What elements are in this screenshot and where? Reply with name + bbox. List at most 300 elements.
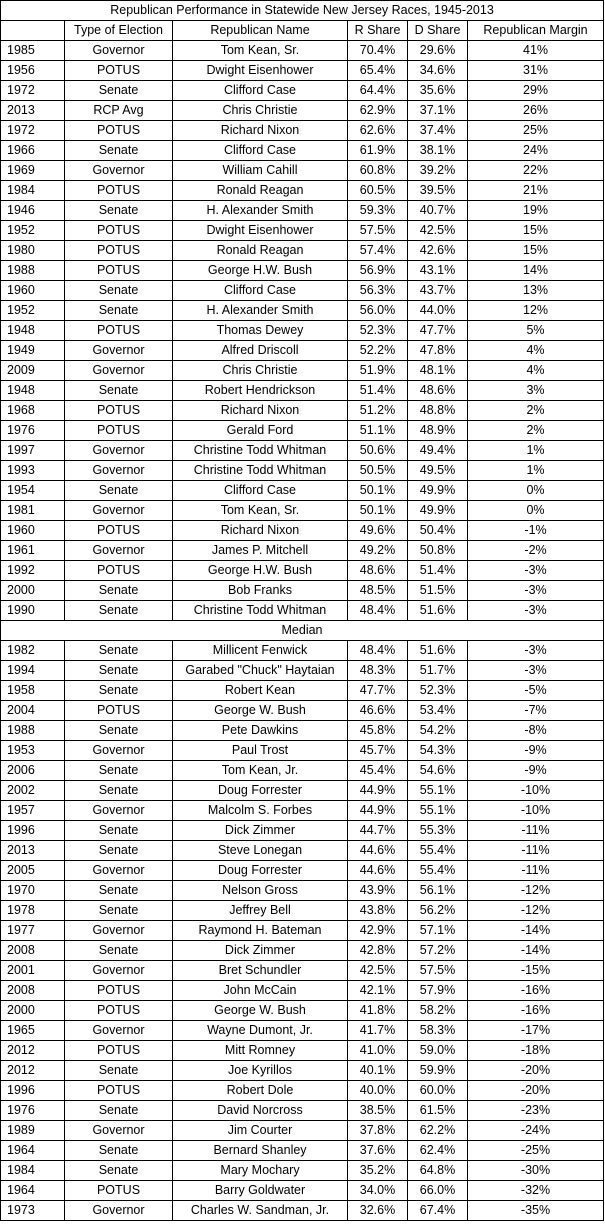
type-cell: Governor	[65, 361, 173, 381]
year-cell: 1988	[1, 721, 65, 741]
r-share-cell: 42.9%	[348, 921, 408, 941]
margin-cell: -11%	[468, 841, 604, 861]
type-cell: POTUS	[65, 181, 173, 201]
type-cell: Governor	[65, 1201, 173, 1221]
d-share-cell: 59.0%	[408, 1041, 468, 1061]
margin-cell: 25%	[468, 121, 604, 141]
table-row	[1, 301, 604, 321]
table-row	[1, 1061, 604, 1081]
table-row	[1, 421, 604, 441]
r-share-cell: 48.3%	[348, 661, 408, 681]
year-cell: 1972	[1, 81, 65, 101]
year-cell: 1961	[1, 541, 65, 561]
margin-cell: 19%	[468, 201, 604, 221]
table-row	[1, 841, 604, 861]
margin-cell: -11%	[468, 861, 604, 881]
r-share-cell: 46.6%	[348, 701, 408, 721]
year-cell: 1966	[1, 141, 65, 161]
name-cell: David Norcross	[173, 1101, 348, 1121]
type-cell: Governor	[65, 961, 173, 981]
name-cell: Gerald Ford	[173, 421, 348, 441]
year-cell: 1964	[1, 1141, 65, 1161]
d-share-cell: 49.9%	[408, 481, 468, 501]
table-row	[1, 361, 604, 381]
d-share-cell: 52.3%	[408, 681, 468, 701]
year-cell: 1989	[1, 1121, 65, 1141]
year-cell: 1957	[1, 801, 65, 821]
r-share-cell: 50.1%	[348, 501, 408, 521]
name-cell: Tom Kean, Sr.	[173, 501, 348, 521]
type-cell: Governor	[65, 921, 173, 941]
year-cell: 2000	[1, 581, 65, 601]
type-cell: Governor	[65, 441, 173, 461]
type-cell: POTUS	[65, 1181, 173, 1201]
margin-cell: -3%	[468, 601, 604, 621]
table-row	[1, 1101, 604, 1121]
margin-cell: -9%	[468, 761, 604, 781]
type-cell: Senate	[65, 381, 173, 401]
margin-cell: -35%	[468, 1201, 604, 1221]
year-cell: 1948	[1, 321, 65, 341]
year-cell: 2012	[1, 1061, 65, 1081]
margin-cell: -17%	[468, 1021, 604, 1041]
table-row	[1, 101, 604, 121]
name-cell: Bret Schundler	[173, 961, 348, 981]
table-row	[1, 1081, 604, 1101]
table-row	[1, 941, 604, 961]
type-cell: Governor	[65, 341, 173, 361]
margin-cell: 2%	[468, 401, 604, 421]
name-cell: Wayne Dumont, Jr.	[173, 1021, 348, 1041]
type-cell: Senate	[65, 281, 173, 301]
table-row	[1, 881, 604, 901]
d-share-cell: 59.9%	[408, 1061, 468, 1081]
table-row	[1, 1201, 604, 1221]
r-share-cell: 62.6%	[348, 121, 408, 141]
margin-cell: 1%	[468, 441, 604, 461]
d-share-cell: 54.2%	[408, 721, 468, 741]
margin-cell: 2%	[468, 421, 604, 441]
table-row	[1, 461, 604, 481]
d-share-cell: 64.8%	[408, 1161, 468, 1181]
r-share-cell: 50.6%	[348, 441, 408, 461]
table-row	[1, 761, 604, 781]
d-share-cell: 54.3%	[408, 741, 468, 761]
year-cell: 2004	[1, 701, 65, 721]
table-row	[1, 1121, 604, 1141]
d-share-cell: 48.1%	[408, 361, 468, 381]
type-cell: Senate	[65, 841, 173, 861]
r-share-cell: 59.3%	[348, 201, 408, 221]
table-row	[1, 721, 604, 741]
margin-cell: -11%	[468, 821, 604, 841]
table-row	[1, 521, 604, 541]
name-cell: H. Alexander Smith	[173, 301, 348, 321]
d-share-cell: 57.9%	[408, 981, 468, 1001]
type-cell: POTUS	[65, 1081, 173, 1101]
name-cell: Clifford Case	[173, 281, 348, 301]
table-row	[1, 81, 604, 101]
r-share-cell: 45.4%	[348, 761, 408, 781]
r-share-cell: 42.1%	[348, 981, 408, 1001]
header-name: Republican Name	[173, 21, 348, 41]
type-cell: POTUS	[65, 61, 173, 81]
r-share-cell: 40.0%	[348, 1081, 408, 1101]
d-share-cell: 39.5%	[408, 181, 468, 201]
year-cell: 1972	[1, 121, 65, 141]
name-cell: Richard Nixon	[173, 401, 348, 421]
name-cell: Bernard Shanley	[173, 1141, 348, 1161]
d-share-cell: 62.4%	[408, 1141, 468, 1161]
margin-cell: 1%	[468, 461, 604, 481]
name-cell: Clifford Case	[173, 481, 348, 501]
type-cell: Senate	[65, 661, 173, 681]
header-d-share: D Share	[408, 21, 468, 41]
name-cell: Richard Nixon	[173, 121, 348, 141]
margin-cell: -3%	[468, 641, 604, 661]
r-share-cell: 65.4%	[348, 61, 408, 81]
r-share-cell: 44.7%	[348, 821, 408, 841]
margin-cell: 21%	[468, 181, 604, 201]
name-cell: Robert Kean	[173, 681, 348, 701]
name-cell: George W. Bush	[173, 1001, 348, 1021]
type-cell: Senate	[65, 1101, 173, 1121]
type-cell: Senate	[65, 781, 173, 801]
r-share-cell: 40.1%	[348, 1061, 408, 1081]
d-share-cell: 34.6%	[408, 61, 468, 81]
type-cell: POTUS	[65, 321, 173, 341]
margin-cell: -12%	[468, 881, 604, 901]
name-cell: Christine Todd Whitman	[173, 601, 348, 621]
type-cell: POTUS	[65, 521, 173, 541]
type-cell: Senate	[65, 721, 173, 741]
type-cell: POTUS	[65, 401, 173, 421]
name-cell: Garabed "Chuck" Haytaian	[173, 661, 348, 681]
table-row	[1, 921, 604, 941]
r-share-cell: 48.4%	[348, 641, 408, 661]
d-share-cell: 56.2%	[408, 901, 468, 921]
year-cell: 1990	[1, 601, 65, 621]
d-share-cell: 55.1%	[408, 801, 468, 821]
d-share-cell: 35.6%	[408, 81, 468, 101]
margin-cell: -20%	[468, 1061, 604, 1081]
r-share-cell: 41.7%	[348, 1021, 408, 1041]
r-share-cell: 48.4%	[348, 601, 408, 621]
type-cell: POTUS	[65, 561, 173, 581]
name-cell: George H.W. Bush	[173, 561, 348, 581]
table-row	[1, 861, 604, 881]
name-cell: Dick Zimmer	[173, 941, 348, 961]
d-share-cell: 47.8%	[408, 341, 468, 361]
name-cell: Pete Dawkins	[173, 721, 348, 741]
year-cell: 1968	[1, 401, 65, 421]
margin-cell: -30%	[468, 1161, 604, 1181]
table-row	[1, 121, 604, 141]
year-cell: 1976	[1, 421, 65, 441]
table-row	[1, 501, 604, 521]
margin-cell: -23%	[468, 1101, 604, 1121]
year-cell: 1956	[1, 61, 65, 81]
margin-cell: 41%	[468, 41, 604, 61]
table-row	[1, 441, 604, 461]
name-cell: William Cahill	[173, 161, 348, 181]
name-cell: Doug Forrester	[173, 861, 348, 881]
margin-cell: 0%	[468, 501, 604, 521]
r-share-cell: 50.5%	[348, 461, 408, 481]
margin-cell: -15%	[468, 961, 604, 981]
type-cell: POTUS	[65, 1001, 173, 1021]
margin-cell: -8%	[468, 721, 604, 741]
header-margin: Republican Margin	[468, 21, 604, 41]
r-share-cell: 50.1%	[348, 481, 408, 501]
table-row	[1, 141, 604, 161]
type-cell: Senate	[65, 681, 173, 701]
d-share-cell: 29.6%	[408, 41, 468, 61]
margin-cell: 15%	[468, 241, 604, 261]
r-share-cell: 42.8%	[348, 941, 408, 961]
name-cell: Tom Kean, Sr.	[173, 41, 348, 61]
r-share-cell: 47.7%	[348, 681, 408, 701]
year-cell: 1982	[1, 641, 65, 661]
margin-cell: -9%	[468, 741, 604, 761]
d-share-cell: 58.3%	[408, 1021, 468, 1041]
year-cell: 1949	[1, 341, 65, 361]
type-cell: Governor	[65, 741, 173, 761]
d-share-cell: 48.8%	[408, 401, 468, 421]
r-share-cell: 34.0%	[348, 1181, 408, 1201]
d-share-cell: 50.4%	[408, 521, 468, 541]
d-share-cell: 39.2%	[408, 161, 468, 181]
name-cell: Thomas Dewey	[173, 321, 348, 341]
year-cell: 2008	[1, 981, 65, 1001]
year-cell: 1960	[1, 521, 65, 541]
d-share-cell: 55.4%	[408, 861, 468, 881]
name-cell: Charles W. Sandman, Jr.	[173, 1201, 348, 1221]
d-share-cell: 67.4%	[408, 1201, 468, 1221]
r-share-cell: 60.8%	[348, 161, 408, 181]
margin-cell: 29%	[468, 81, 604, 101]
name-cell: H. Alexander Smith	[173, 201, 348, 221]
name-cell: Bob Franks	[173, 581, 348, 601]
name-cell: Joe Kyrillos	[173, 1061, 348, 1081]
d-share-cell: 47.7%	[408, 321, 468, 341]
year-cell: 1997	[1, 441, 65, 461]
d-share-cell: 40.7%	[408, 201, 468, 221]
type-cell: Senate	[65, 901, 173, 921]
type-cell: Senate	[65, 201, 173, 221]
year-cell: 1985	[1, 41, 65, 61]
r-share-cell: 51.1%	[348, 421, 408, 441]
margin-cell: 4%	[468, 341, 604, 361]
margin-cell: 31%	[468, 61, 604, 81]
r-share-cell: 41.8%	[348, 1001, 408, 1021]
year-cell: 1969	[1, 161, 65, 181]
year-cell: 1952	[1, 301, 65, 321]
margin-cell: -20%	[468, 1081, 604, 1101]
r-share-cell: 44.9%	[348, 801, 408, 821]
table-row	[1, 401, 604, 421]
name-cell: Ronald Reagan	[173, 181, 348, 201]
type-cell: Senate	[65, 1141, 173, 1161]
table-row	[1, 801, 604, 821]
table-row	[1, 281, 604, 301]
year-cell: 2000	[1, 1001, 65, 1021]
margin-cell: -5%	[468, 681, 604, 701]
d-share-cell: 42.6%	[408, 241, 468, 261]
type-cell: POTUS	[65, 421, 173, 441]
d-share-cell: 48.6%	[408, 381, 468, 401]
margin-cell: 22%	[468, 161, 604, 181]
year-cell: 1978	[1, 901, 65, 921]
r-share-cell: 48.5%	[348, 581, 408, 601]
name-cell: James P. Mitchell	[173, 541, 348, 561]
margin-cell: -12%	[468, 901, 604, 921]
d-share-cell: 57.1%	[408, 921, 468, 941]
type-cell: Governor	[65, 161, 173, 181]
name-cell: Ronald Reagan	[173, 241, 348, 261]
d-share-cell: 50.8%	[408, 541, 468, 561]
d-share-cell: 48.9%	[408, 421, 468, 441]
median-row	[1, 621, 604, 641]
table-row	[1, 201, 604, 221]
table-row	[1, 1021, 604, 1041]
r-share-cell: 70.4%	[348, 41, 408, 61]
table-row	[1, 321, 604, 341]
margin-cell: 13%	[468, 281, 604, 301]
table-row	[1, 781, 604, 801]
table-row	[1, 181, 604, 201]
r-share-cell: 57.4%	[348, 241, 408, 261]
table-row	[1, 681, 604, 701]
margin-cell: 4%	[468, 361, 604, 381]
year-cell: 2001	[1, 961, 65, 981]
d-share-cell: 55.4%	[408, 841, 468, 861]
d-share-cell: 37.1%	[408, 101, 468, 121]
table-row	[1, 221, 604, 241]
type-cell: POTUS	[65, 981, 173, 1001]
d-share-cell: 51.6%	[408, 601, 468, 621]
name-cell: Raymond H. Bateman	[173, 921, 348, 941]
name-cell: Chris Christie	[173, 101, 348, 121]
year-cell: 1948	[1, 381, 65, 401]
name-cell: John McCain	[173, 981, 348, 1001]
year-cell: 1980	[1, 241, 65, 261]
year-cell: 1954	[1, 481, 65, 501]
type-cell: Senate	[65, 601, 173, 621]
r-share-cell: 49.6%	[348, 521, 408, 541]
name-cell: Dwight Eisenhower	[173, 221, 348, 241]
type-cell: POTUS	[65, 121, 173, 141]
d-share-cell: 42.5%	[408, 221, 468, 241]
name-cell: Clifford Case	[173, 81, 348, 101]
name-cell: Dick Zimmer	[173, 821, 348, 841]
table-row	[1, 601, 604, 621]
year-cell: 2013	[1, 841, 65, 861]
header-r-share: R Share	[348, 21, 408, 41]
table-row	[1, 821, 604, 841]
table-row	[1, 1181, 604, 1201]
r-share-cell: 32.6%	[348, 1201, 408, 1221]
table-row	[1, 661, 604, 681]
table-row	[1, 241, 604, 261]
margin-cell: 0%	[468, 481, 604, 501]
margin-cell: 3%	[468, 381, 604, 401]
year-cell: 2008	[1, 941, 65, 961]
name-cell: Jim Courter	[173, 1121, 348, 1141]
median-label: Median	[1, 621, 604, 641]
margin-cell: -10%	[468, 781, 604, 801]
margin-cell: -16%	[468, 1001, 604, 1021]
d-share-cell: 54.6%	[408, 761, 468, 781]
r-share-cell: 51.2%	[348, 401, 408, 421]
r-share-cell: 43.9%	[348, 881, 408, 901]
name-cell: Nelson Gross	[173, 881, 348, 901]
d-share-cell: 51.5%	[408, 581, 468, 601]
d-share-cell: 57.5%	[408, 961, 468, 981]
table-row	[1, 1041, 604, 1061]
type-cell: Governor	[65, 861, 173, 881]
table-row	[1, 541, 604, 561]
header-type: Type of Election	[65, 21, 173, 41]
margin-cell: -3%	[468, 581, 604, 601]
name-cell: Robert Dole	[173, 1081, 348, 1101]
name-cell: Tom Kean, Jr.	[173, 761, 348, 781]
r-share-cell: 51.4%	[348, 381, 408, 401]
d-share-cell: 56.1%	[408, 881, 468, 901]
r-share-cell: 48.6%	[348, 561, 408, 581]
name-cell: Alfred Driscoll	[173, 341, 348, 361]
margin-cell: -3%	[468, 561, 604, 581]
r-share-cell: 35.2%	[348, 1161, 408, 1181]
r-share-cell: 52.2%	[348, 341, 408, 361]
year-cell: 1960	[1, 281, 65, 301]
r-share-cell: 56.0%	[348, 301, 408, 321]
r-share-cell: 60.5%	[348, 181, 408, 201]
d-share-cell: 57.2%	[408, 941, 468, 961]
margin-cell: 26%	[468, 101, 604, 121]
year-cell: 2006	[1, 761, 65, 781]
name-cell: Millicent Fenwick	[173, 641, 348, 661]
r-share-cell: 64.4%	[348, 81, 408, 101]
margin-cell: 12%	[468, 301, 604, 321]
type-cell: Senate	[65, 141, 173, 161]
year-cell: 1977	[1, 921, 65, 941]
table-row	[1, 481, 604, 501]
margin-cell: -25%	[468, 1141, 604, 1161]
margin-cell: -14%	[468, 941, 604, 961]
type-cell: Senate	[65, 581, 173, 601]
type-cell: Senate	[65, 641, 173, 661]
r-share-cell: 41.0%	[348, 1041, 408, 1061]
type-cell: Senate	[65, 881, 173, 901]
table-row	[1, 1001, 604, 1021]
year-cell: 1996	[1, 1081, 65, 1101]
margin-cell: -16%	[468, 981, 604, 1001]
year-cell: 2002	[1, 781, 65, 801]
table-row	[1, 741, 604, 761]
table-row	[1, 61, 604, 81]
header-row	[1, 21, 604, 41]
name-cell: Robert Hendrickson	[173, 381, 348, 401]
header-year	[1, 21, 65, 41]
name-cell: Richard Nixon	[173, 521, 348, 541]
margin-cell: 15%	[468, 221, 604, 241]
d-share-cell: 49.5%	[408, 461, 468, 481]
year-cell: 2005	[1, 861, 65, 881]
year-cell: 1992	[1, 561, 65, 581]
type-cell: Governor	[65, 501, 173, 521]
type-cell: Senate	[65, 941, 173, 961]
